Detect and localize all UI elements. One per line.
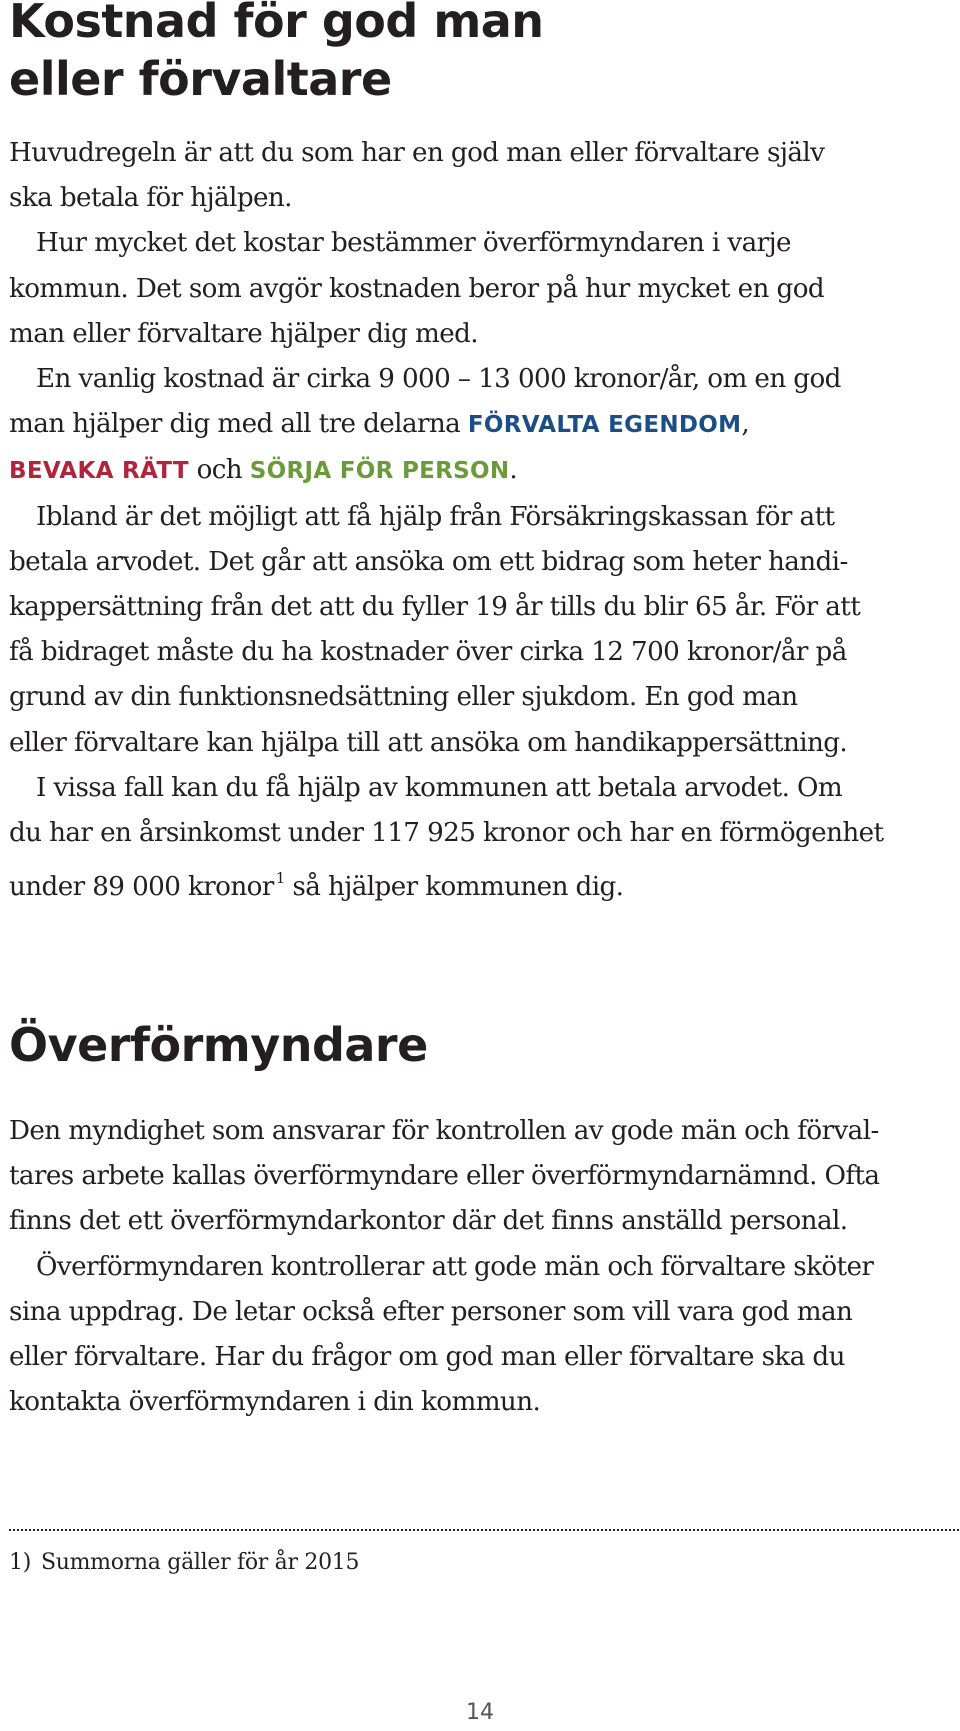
text-line: Hur mycket det kostar bestämmer överförmyndaren i varje bbox=[36, 228, 791, 259]
text-line: kappersättning från det att du fyller 19 år tills du blir 65 år. För att bbox=[9, 592, 861, 623]
text-line: man eller förvaltare hjälper dig med. bbox=[9, 318, 478, 349]
text-line: kommun. Det som avgör kostnaden beror på hur mycket en god bbox=[9, 273, 825, 304]
heading-line: Kostnad för god man bbox=[9, 0, 544, 48]
text-run: , bbox=[741, 409, 750, 440]
text-line bbox=[9, 448, 959, 494]
text-line: Huvudregeln är att du som har en god man eller förvaltare själv bbox=[9, 138, 825, 168]
text-line bbox=[9, 856, 959, 910]
text-line bbox=[9, 402, 959, 448]
text-line: du har en årsinkomst under 117 925 kronor och har en förmögenhet bbox=[9, 818, 884, 849]
text-line: kontakta överförmyndaren i din kommun. bbox=[9, 1387, 541, 1418]
heading-line: Överförmyndare bbox=[9, 1018, 428, 1072]
text-run: och bbox=[188, 455, 250, 486]
text-line: En vanlig kostnad är cirka 9 000 – 13 000 kronor/år, om en god bbox=[36, 364, 841, 395]
text-line: få bidraget måste du ha kostnader över cirka 12 700 kronor/år på bbox=[9, 637, 847, 668]
text-line: I vissa fall kan du få hjälp av kommunen att betala arvodet. Om bbox=[36, 772, 843, 803]
text-run: så hjälper kommunen dig. bbox=[284, 872, 624, 903]
text-line: Ibland är det möjligt att få hjälp från Försäkringskassan för att bbox=[36, 501, 835, 532]
footnote-number: 1) bbox=[9, 1550, 31, 1575]
text-line: Överförmyndaren kontrollerar att gode män och förvaltare sköter bbox=[36, 1251, 874, 1282]
footnote bbox=[9, 1548, 359, 1578]
text-line: eller förvaltare. Har du frågor om god man eller förvaltare ska du bbox=[9, 1342, 845, 1373]
text-line: Den myndighet som ansvarar för kontrollen av gode män och förval- bbox=[9, 1116, 879, 1146]
text-run: under 89 000 kronor bbox=[9, 872, 274, 903]
text-line: eller förvaltare kan hjälpa till att ansöka om handikappersättning. bbox=[9, 727, 848, 758]
keyword-bevaka-ratt: BEVAKA RÄTT bbox=[9, 458, 189, 485]
page-number: 14 bbox=[466, 1700, 494, 1725]
text-line: grund av din funktionsnedsättning eller sjukdom. En god man bbox=[9, 682, 798, 713]
keyword-forvalta-egendom: FÖRVALTA EGENDOM bbox=[467, 412, 742, 439]
cost-paragraphs bbox=[9, 131, 959, 910]
text-line: sina uppdrag. De letar också efter personer som vill vara god man bbox=[9, 1296, 853, 1327]
overformyndare-paragraphs bbox=[9, 1109, 959, 1425]
text-run: . bbox=[509, 455, 518, 486]
heading-line: eller förvaltare bbox=[9, 52, 392, 106]
text-line: ska betala för hjälpen. bbox=[9, 183, 292, 214]
keyword-sorja-for-person: SÖRJA FÖR PERSON bbox=[249, 458, 510, 485]
text-line: betala arvodet. Det går att ansöka om ett bidrag som heter handi- bbox=[9, 546, 848, 577]
text-run: man hjälper dig med all tre delarna bbox=[9, 409, 468, 440]
text-line: finns det ett överförmyndarkontor där det finns anställd personal. bbox=[9, 1206, 848, 1237]
footnote-divider bbox=[9, 1529, 959, 1531]
section-heading-overformyndare bbox=[9, 1016, 949, 1074]
text-line: tares arbete kallas överförmyndare eller överförmyndarnämnd. Ofta bbox=[9, 1161, 880, 1192]
section-heading-cost bbox=[9, 0, 949, 108]
footnote-reference: 1 bbox=[275, 869, 285, 888]
footnote-text: Summorna gäller för år 2015 bbox=[40, 1550, 360, 1575]
